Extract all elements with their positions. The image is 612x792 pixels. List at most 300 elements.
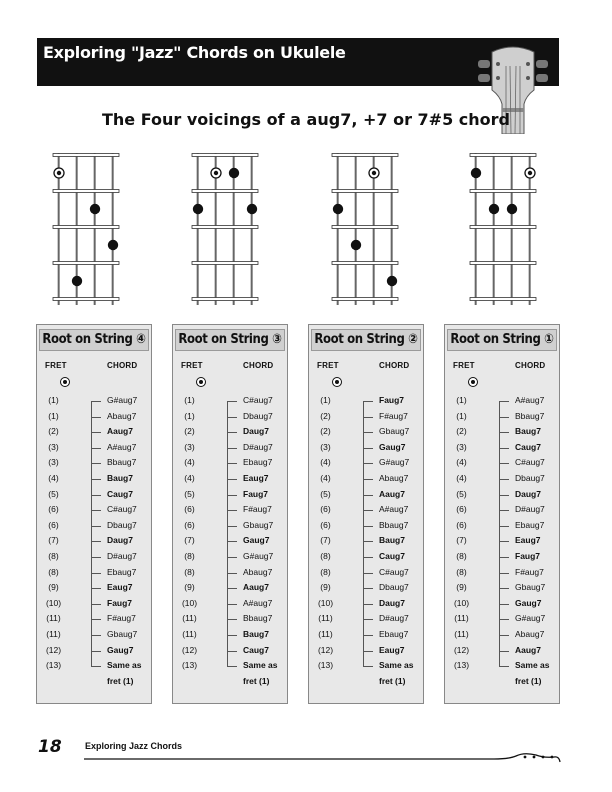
- row-tick: [227, 432, 237, 433]
- fret-number: (1): [320, 395, 331, 405]
- table-row: [445, 504, 559, 520]
- row-tick: [227, 479, 237, 480]
- row-tick: [227, 619, 237, 620]
- table-row: [37, 660, 151, 676]
- row-tick: [91, 588, 101, 589]
- chord-name: Aaug7: [243, 582, 269, 593]
- fret-number: (5): [184, 488, 195, 499]
- row-tick: [499, 417, 509, 418]
- table-row: [37, 582, 151, 598]
- table-row: [309, 411, 423, 427]
- chord-name: F#aug7: [243, 504, 272, 515]
- fret-number: (7): [48, 535, 59, 546]
- subtitle-text: The Four voicings of a: [101, 110, 307, 129]
- chord-column-header: CHORD: [107, 361, 138, 370]
- table-row: [445, 411, 559, 427]
- row-tick: [227, 526, 237, 527]
- table-row: [173, 598, 287, 614]
- table-row: [173, 520, 287, 536]
- chord-name: D#aug7: [515, 504, 545, 515]
- fret-bar: [470, 262, 536, 265]
- row-tick: [227, 417, 237, 418]
- row-tick: [499, 588, 509, 589]
- row-tick: [91, 510, 101, 511]
- fret-number: (2): [320, 426, 331, 437]
- table-row: [37, 457, 151, 473]
- row-tick: [227, 448, 237, 449]
- fret-number: (7): [184, 535, 195, 546]
- row-tick: [91, 417, 101, 418]
- fret-bar: [470, 190, 536, 193]
- chord-column-header: CHORD: [515, 361, 546, 370]
- panel-title: Root on String ③: [175, 329, 285, 351]
- chord-name: Baug7: [379, 535, 405, 546]
- subtitle-text-mid: , +7 or: [351, 110, 418, 129]
- chord-name: Aaug7: [107, 426, 133, 437]
- row-tick: [363, 588, 373, 589]
- table-row: [309, 473, 423, 489]
- chord-name: fret (1): [243, 675, 270, 686]
- chord-name: G#aug7: [243, 551, 274, 561]
- table-row: [37, 535, 151, 551]
- row-tick: [499, 401, 509, 402]
- fret-bar: [53, 298, 119, 301]
- row-tick: [91, 573, 101, 574]
- finger-dot: [507, 204, 517, 214]
- fret-number: (11): [318, 629, 333, 639]
- chord-name: Abaug7: [515, 629, 545, 639]
- chord-name: Baug7: [243, 629, 269, 639]
- chord-name: C#aug7: [243, 395, 273, 405]
- table-row: [309, 426, 423, 442]
- root-marker-icon: [332, 377, 342, 387]
- fret-number: (4): [320, 473, 331, 483]
- table-row: [37, 442, 151, 458]
- chord-name: A#aug7: [107, 441, 137, 452]
- table-row: [309, 535, 423, 551]
- root-dot-center: [214, 171, 218, 175]
- footer-title: Exploring Jazz Chords: [85, 741, 183, 751]
- fret-number: (6): [456, 504, 467, 515]
- row-tick: [363, 635, 373, 636]
- row-tick: [363, 651, 373, 652]
- fret-column-header: FRET: [317, 361, 339, 370]
- chord-name: Caug7: [243, 644, 269, 655]
- fret-number: (1): [48, 395, 59, 405]
- chord-name: Same as: [515, 660, 550, 671]
- fret-number: (3): [320, 441, 331, 452]
- table-row: [445, 676, 559, 692]
- table-row: [37, 613, 151, 629]
- row-tick: [363, 541, 373, 542]
- finger-dot: [351, 240, 361, 250]
- fret-bar: [53, 154, 119, 157]
- row-tick: [363, 479, 373, 480]
- row-tick: [227, 651, 237, 652]
- row-tick: [499, 635, 509, 636]
- table-row: [445, 489, 559, 505]
- chord-name: D#aug7: [107, 551, 137, 561]
- table-row: [173, 551, 287, 567]
- fret-number: (8): [184, 551, 195, 561]
- fret-number: (1): [456, 395, 467, 405]
- chord-name: Dbaug7: [107, 519, 137, 530]
- fret-number: (8): [320, 551, 331, 561]
- root-dot-center: [372, 171, 376, 175]
- table-row: [173, 645, 287, 661]
- chord-name: Gaug7: [515, 597, 542, 608]
- table-row: [173, 567, 287, 583]
- fret-number: (2): [456, 426, 467, 437]
- chord-name: Bbaug7: [243, 613, 273, 624]
- table-row: [445, 520, 559, 536]
- fret-number: (6): [48, 504, 59, 515]
- row-tick: [363, 417, 373, 418]
- fret-bar: [332, 154, 398, 157]
- row-tick: [363, 604, 373, 605]
- table-row: [37, 395, 151, 411]
- table-row: [309, 504, 423, 520]
- table-row: [37, 489, 151, 505]
- row-tick: [363, 401, 373, 402]
- finger-dot: [229, 168, 239, 178]
- row-tick: [363, 573, 373, 574]
- table-row: [37, 645, 151, 661]
- chord-name: Ebaug7: [243, 457, 273, 468]
- table-row: [173, 473, 287, 489]
- chord-name: Same as: [379, 660, 414, 671]
- table-row: [37, 676, 151, 692]
- row-tick: [227, 557, 237, 558]
- chord-column-header: CHORD: [243, 361, 274, 370]
- fret-number: (13): [181, 660, 198, 671]
- chord-name: Aaug7: [379, 488, 405, 499]
- chord-table-panel: [172, 324, 288, 704]
- chord-name: Daug7: [107, 535, 133, 546]
- fret-bar: [192, 154, 258, 157]
- chord-name: Caug7: [515, 441, 541, 452]
- table-row: [173, 426, 287, 442]
- chord-column-header: CHORD: [379, 361, 410, 370]
- fret-number: (13): [453, 660, 470, 671]
- row-tick: [499, 479, 509, 480]
- table-row: [173, 457, 287, 473]
- fret-number: (12): [45, 644, 62, 655]
- fret-number: (5): [48, 488, 59, 499]
- chord-name: Eaug7: [379, 644, 405, 655]
- fret-number: (9): [456, 582, 467, 593]
- chord-name: G#aug7: [379, 457, 410, 468]
- row-tick: [227, 510, 237, 511]
- table-row: [445, 582, 559, 598]
- chord-name: fret (1): [379, 675, 406, 686]
- row-tick: [227, 573, 237, 574]
- fret-number: (10): [317, 597, 334, 608]
- chord-name: Baug7: [107, 473, 133, 483]
- row-tick: [91, 557, 101, 558]
- row-tick: [363, 619, 373, 620]
- fret-number: (1): [48, 410, 59, 421]
- row-tick: [499, 526, 509, 527]
- fret-column-header: FRET: [181, 361, 203, 370]
- fret-number: (8): [48, 551, 59, 561]
- fret-number: (1): [456, 410, 467, 421]
- fret-bar: [192, 226, 258, 229]
- table-row: [309, 613, 423, 629]
- fret-column-header: FRET: [453, 361, 475, 370]
- chord-name: Gaug7: [107, 644, 134, 655]
- chord-name: Gbaug7: [107, 629, 138, 639]
- panel-title: Root on String ②: [311, 329, 421, 351]
- table-row: [173, 660, 287, 676]
- chord-name: Same as: [243, 660, 278, 671]
- chord-name: Eaug7: [243, 473, 269, 483]
- chord-name: C#aug7: [379, 566, 409, 577]
- table-row: [173, 613, 287, 629]
- table-row: [309, 457, 423, 473]
- table-row: [173, 395, 287, 411]
- chord-name: Faug7: [379, 395, 405, 405]
- table-row: [445, 551, 559, 567]
- row-tick: [227, 463, 237, 464]
- fret-number: (9): [48, 582, 59, 593]
- fret-number: (4): [184, 473, 195, 483]
- table-row: [309, 660, 423, 676]
- row-tick: [91, 619, 101, 620]
- fret-number: (7): [320, 535, 331, 546]
- fret-number: (8): [48, 566, 59, 577]
- row-tick: [227, 541, 237, 542]
- chord-name: Faug7: [107, 597, 133, 608]
- fret-bar: [53, 226, 119, 229]
- table-row: [173, 442, 287, 458]
- fret-number: (4): [48, 473, 59, 483]
- table-row: [309, 442, 423, 458]
- row-tick: [91, 541, 101, 542]
- table-row: [173, 582, 287, 598]
- chord-name: Gbaug7: [515, 582, 546, 593]
- fret-bar: [470, 226, 536, 229]
- fret-number: (13): [45, 660, 62, 671]
- table-row: [173, 676, 287, 692]
- footer-guitar-line-icon: [84, 752, 564, 772]
- fret-bar: [470, 298, 536, 301]
- fret-bar: [470, 154, 536, 157]
- root-marker-icon: [468, 377, 478, 387]
- finger-dot: [90, 204, 100, 214]
- table-row: [309, 489, 423, 505]
- finger-dot: [108, 240, 118, 250]
- fret-number: (10): [181, 597, 198, 608]
- chord-diagrams: [0, 150, 612, 310]
- row-tick: [91, 479, 101, 480]
- chord-name: Daug7: [379, 597, 405, 608]
- table-row: [309, 567, 423, 583]
- row-tick: [499, 651, 509, 652]
- fret-number: (13): [317, 660, 334, 671]
- row-tick: [363, 557, 373, 558]
- row-tick: [499, 573, 509, 574]
- chord-name: Baug7: [515, 426, 541, 437]
- finger-dot: [193, 204, 203, 214]
- fret-number: (3): [184, 441, 195, 452]
- subtitle-bold-7sharp5: 7#5: [417, 110, 454, 129]
- table-row: [37, 567, 151, 583]
- chord-name: F#aug7: [107, 613, 136, 624]
- row-tick: [91, 401, 101, 402]
- panel-title: Root on String ④: [39, 329, 149, 351]
- row-tick: [363, 448, 373, 449]
- fret-bar: [192, 298, 258, 301]
- fret-bar: [192, 190, 258, 193]
- fret-number: (6): [48, 519, 59, 530]
- chord-name: A#aug7: [379, 504, 409, 515]
- subtitle-text-end: chord: [453, 110, 510, 129]
- row-tick: [91, 463, 101, 464]
- table-row: [445, 660, 559, 676]
- fret-number: (3): [48, 441, 59, 452]
- fret-number: (9): [184, 582, 195, 593]
- table-row: [309, 582, 423, 598]
- chord-name: Ebaug7: [515, 519, 545, 530]
- chord-name: C#aug7: [515, 457, 545, 468]
- fret-number: (4): [184, 457, 195, 468]
- chord-name: F#aug7: [515, 566, 544, 577]
- fret-bar: [192, 262, 258, 265]
- row-tick: [363, 510, 373, 511]
- table-row: [309, 395, 423, 411]
- table-row: [309, 629, 423, 645]
- chord-name: A#aug7: [243, 597, 273, 608]
- fret-bar: [53, 262, 119, 265]
- row-tick: [227, 635, 237, 636]
- table-row: [37, 411, 151, 427]
- fret-bar: [332, 190, 398, 193]
- row-tick: [227, 495, 237, 496]
- fret-number: (2): [320, 410, 331, 421]
- chord-name: Abaug7: [107, 410, 137, 421]
- fret-number: (11): [46, 629, 61, 639]
- table-row: [445, 473, 559, 489]
- row-tick: [499, 510, 509, 511]
- fret-number: (12): [453, 644, 470, 655]
- table-row: [309, 520, 423, 536]
- chord-name: Dbaug7: [515, 473, 545, 483]
- fret-number: (6): [456, 519, 467, 530]
- root-dot-center: [528, 171, 532, 175]
- finger-dot: [247, 204, 257, 214]
- chord-name: F#aug7: [379, 410, 408, 421]
- fret-number: (8): [320, 566, 331, 577]
- fret-number: (10): [453, 597, 470, 608]
- chord-name: Bbaug7: [515, 410, 545, 421]
- root-marker-icon: [196, 377, 206, 387]
- finger-dot: [333, 204, 343, 214]
- row-tick: [91, 448, 101, 449]
- fret-number: (3): [48, 457, 59, 468]
- row-tick: [227, 666, 237, 667]
- chord-name: D#aug7: [379, 613, 409, 624]
- fret-number: (12): [317, 644, 334, 655]
- fret-number: (7): [456, 535, 467, 546]
- chord-name: Gbaug7: [379, 426, 410, 437]
- chord-name: Bbaug7: [379, 519, 409, 530]
- row-tick: [499, 541, 509, 542]
- fret-number: (10): [45, 597, 62, 608]
- fret-number: (8): [184, 566, 195, 577]
- page-number: 18: [38, 737, 62, 757]
- fret-number: (2): [184, 426, 195, 437]
- table-row: [445, 613, 559, 629]
- row-tick: [91, 635, 101, 636]
- table-row: [37, 598, 151, 614]
- table-row: [173, 504, 287, 520]
- row-tick: [363, 526, 373, 527]
- fret-number: (1): [184, 395, 195, 405]
- table-row: [37, 629, 151, 645]
- fret-number: (8): [456, 551, 467, 561]
- fret-number: (2): [48, 426, 59, 437]
- fret-number: (9): [320, 582, 331, 593]
- fret-number: (3): [456, 441, 467, 452]
- table-row: [37, 473, 151, 489]
- chord-name: Caug7: [107, 488, 133, 499]
- row-tick: [227, 588, 237, 589]
- chord-name: Gaug7: [243, 535, 270, 546]
- chord-name: D#aug7: [243, 441, 273, 452]
- fret-number: (6): [184, 504, 195, 515]
- finger-dot: [489, 204, 499, 214]
- table-row: [173, 535, 287, 551]
- fret-number: (4): [456, 473, 467, 483]
- fret-number: (8): [456, 566, 467, 577]
- fret-number: (6): [184, 519, 195, 530]
- row-tick: [91, 432, 101, 433]
- chord-name: Daug7: [243, 426, 269, 437]
- fret-bar: [332, 262, 398, 265]
- chord-name: Same as: [107, 660, 142, 671]
- row-tick: [499, 495, 509, 496]
- table-row: [309, 551, 423, 567]
- chord-name: fret (1): [515, 675, 542, 686]
- fret-number: (11): [454, 629, 469, 639]
- subtitle-bold-aug7: aug7: [306, 110, 352, 129]
- table-row: [445, 535, 559, 551]
- row-tick: [91, 526, 101, 527]
- table-row: [445, 457, 559, 473]
- row-tick: [499, 619, 509, 620]
- table-row: [445, 598, 559, 614]
- fret-number: (11): [454, 613, 469, 624]
- row-tick: [91, 495, 101, 496]
- fret-bar: [332, 298, 398, 301]
- chord-name: Faug7: [515, 551, 541, 561]
- root-dot-center: [57, 171, 61, 175]
- panel-title: Root on String ①: [447, 329, 557, 351]
- fret-number: (12): [181, 644, 198, 655]
- chord-table-panel: [308, 324, 424, 704]
- row-tick: [499, 463, 509, 464]
- row-tick: [499, 448, 509, 449]
- fret-bar: [332, 226, 398, 229]
- table-row: [445, 645, 559, 661]
- table-row: [309, 676, 423, 692]
- table-row: [37, 504, 151, 520]
- chord-name: fret (1): [107, 675, 134, 686]
- row-tick: [363, 495, 373, 496]
- subtitle: [0, 110, 612, 129]
- chord-name: Ebaug7: [379, 629, 409, 639]
